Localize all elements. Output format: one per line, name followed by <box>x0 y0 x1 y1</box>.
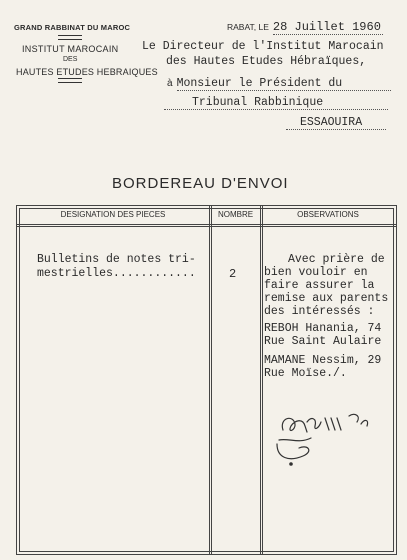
signature-icon <box>269 404 379 474</box>
sender-line2: des Hautes Etudes Hébraïques, <box>166 55 367 68</box>
observation-line: des intéressés : <box>264 305 375 318</box>
observation-line: bien vouloir en <box>264 266 368 279</box>
document-title: BORDEREAU D'ENVOI <box>112 175 289 192</box>
institute-line2: DES <box>63 56 78 63</box>
address-line: Rue Saint Aulaire <box>264 335 382 348</box>
observation-line: Avec prière de <box>288 253 385 266</box>
recipient-name: Monsieur le Président du <box>177 77 391 91</box>
address-line: Rue Moïse./. <box>264 367 347 380</box>
column-divider <box>209 206 210 554</box>
designation-cell <box>37 253 196 281</box>
bordereau-table <box>16 205 397 555</box>
header-observations: OBSERVATIONS <box>297 210 359 219</box>
sender-line1: Le Directeur de l'Institut Marocain <box>142 40 384 53</box>
place-date <box>227 17 383 35</box>
ornament-divider <box>58 78 82 83</box>
designation-line: mestrielles............ <box>37 267 196 280</box>
address-block <box>264 322 381 380</box>
address-line: MAMANE Nessim, 29 <box>264 354 382 367</box>
institute-line1: INSTITUT MAROCAIN <box>22 44 119 54</box>
address-line: REBOH Hanania, 74 <box>264 322 382 335</box>
header-nombre: NOMBRE <box>217 210 254 219</box>
place-label: RABAT, LE <box>227 22 269 32</box>
nombre-cell: 2 <box>229 267 237 281</box>
header-divider <box>17 224 396 225</box>
recipient-line1 <box>167 73 391 91</box>
observations-cell <box>264 253 388 318</box>
header-designation: DESIGNATION DES PIECES <box>60 210 166 219</box>
recipient-city: ESSAOUIRA <box>286 116 386 130</box>
observation-line: faire assurer la <box>264 279 375 292</box>
institute-line3: HAUTES ETUDES HEBRAIQUES <box>16 67 158 77</box>
column-divider <box>260 206 261 554</box>
recipient-line2: Tribunal Rabbinique <box>164 96 388 110</box>
recipient-prefix: à <box>167 78 173 89</box>
letterhead-top: GRAND RABBINAT DU MAROC <box>14 23 131 32</box>
date-value: 28 Juillet 1960 <box>272 20 381 34</box>
observation-line: remise aux parents <box>264 292 389 305</box>
designation-line: Bulletins de notes tri- <box>37 253 196 266</box>
ornament-divider <box>58 35 82 40</box>
